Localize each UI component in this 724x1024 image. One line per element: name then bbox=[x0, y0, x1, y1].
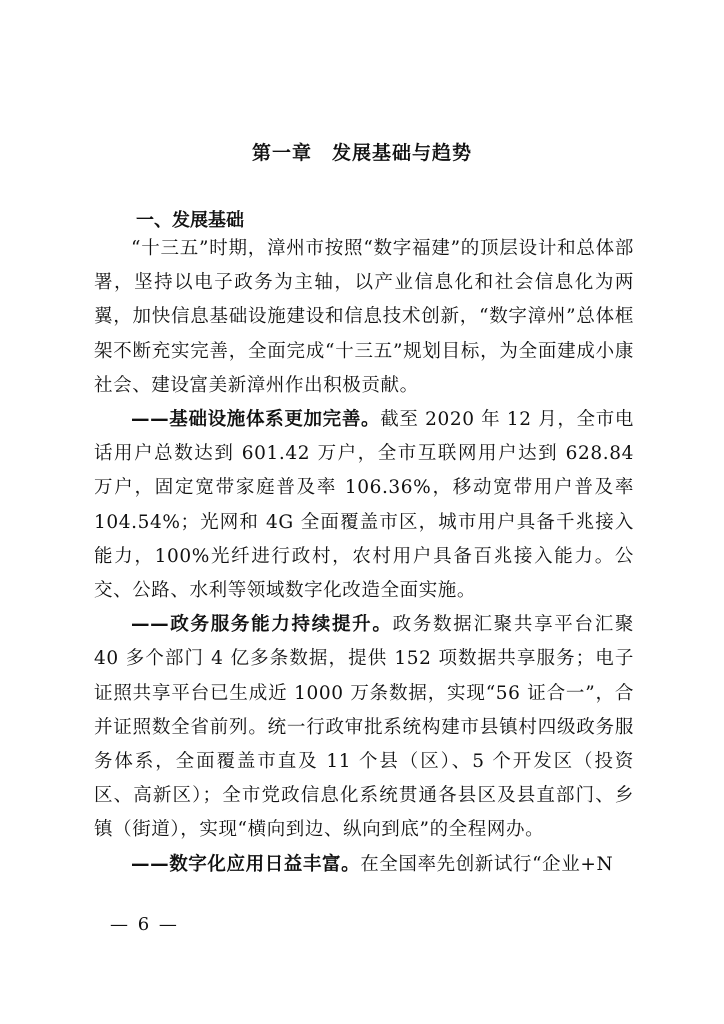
paragraph-text: “十三五”时期，漳州市按照“数字福建”的顶层设计和总体部署，坚持以电子政务为主轴，以产业信息化和社会信息化为两翼，加快信息基础设施建设和信息技术创新，“数字漳州”总体框架不断充实完善，全面完成“十三五”规划目标，为全面建成小康社会、建设富美新漳州作出积极贡献。 bbox=[94, 238, 634, 396]
body-text bbox=[94, 232, 634, 882]
paragraph-lead: ——政务服务能力持续提升。 bbox=[131, 614, 393, 636]
chapter-title: 第一章 发展基础与趋势 bbox=[251, 142, 472, 164]
paragraph-text: 在全国率先创新试行“企业+N bbox=[360, 853, 614, 875]
paragraph-lead: ——基础设施体系更加完善。 bbox=[131, 409, 381, 431]
paragraph-text: 截至 2020 年 12 月，全市电话用户总数达到 601.42 万户，全市互联网用户达到 628.84 万户，固定宽带家庭普及率 106.36%，移动宽带用户普及率 104.54%；光网和 4G 全面覆盖市区，城市用户具备千兆接入能力，100%光纤进行政村，农村用户具备百兆接入能力。公交、公路、水利等领域数字化改造全面实施。 bbox=[94, 409, 634, 602]
paragraph-lead: ——数字化应用日益丰富。 bbox=[131, 853, 361, 875]
paragraph-infrastructure bbox=[94, 403, 634, 608]
page-number: — 6 — bbox=[110, 914, 179, 935]
section-heading: 一、发展基础 bbox=[136, 210, 244, 231]
paragraph-government-services bbox=[94, 608, 634, 847]
paragraph-intro bbox=[94, 232, 634, 403]
paragraph-digital-applications bbox=[94, 848, 634, 882]
paragraph-text: 政务数据汇聚共享平台汇聚 40 多个部门 4 亿多条数据，提供 152 项数据共享服务；电子证照共享平台已生成近 1000 万条数据，实现“56 证合一”，合并证照数全省前列。统一行政审批系统构建市县镇村四级政务服务体系，全面覆盖市直及 11 个县（区）、5 个开发区（投资区、高新区）；全市党政信息化系统贯通各县区及县直部门、乡镇（街道），实现“横向到边、纵向到底”的全程网办。 bbox=[94, 614, 634, 841]
